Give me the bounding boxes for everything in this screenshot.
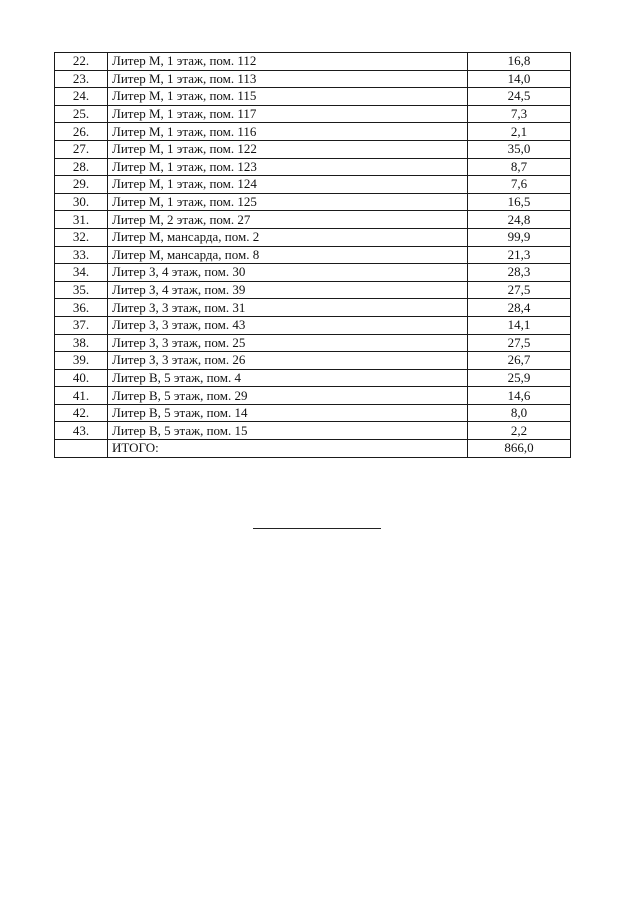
table-row — [55, 228, 571, 246]
room-description: Литер М, 1 этаж, пом. 116 — [108, 123, 468, 141]
row-number: 34. — [55, 264, 108, 282]
table-row — [55, 404, 571, 422]
table-row — [55, 352, 571, 370]
room-area: 7,3 — [468, 105, 571, 123]
row-number: 29. — [55, 176, 108, 194]
room-description: Литер В, 5 этаж, пом. 15 — [108, 422, 468, 440]
row-number: 38. — [55, 334, 108, 352]
room-description: Литер М, 2 этаж, пом. 27 — [108, 211, 468, 229]
row-number: 31. — [55, 211, 108, 229]
room-area: 8,7 — [468, 158, 571, 176]
table-row — [55, 334, 571, 352]
room-description: Литер М, 1 этаж, пом. 117 — [108, 105, 468, 123]
row-number: 27. — [55, 140, 108, 158]
room-area: 14,6 — [468, 387, 571, 405]
room-description: Литер М, мансарда, пом. 8 — [108, 246, 468, 264]
row-number: 24. — [55, 88, 108, 106]
row-number: 30. — [55, 193, 108, 211]
closing-rule-divider — [253, 528, 381, 529]
table-row — [55, 281, 571, 299]
room-description: Литер В, 5 этаж, пом. 14 — [108, 404, 468, 422]
room-area: 16,5 — [468, 193, 571, 211]
row-number: 42. — [55, 404, 108, 422]
table-row — [55, 299, 571, 317]
table-row — [55, 70, 571, 88]
room-area: 2,1 — [468, 123, 571, 141]
room-description: Литер М, мансарда, пом. 2 — [108, 228, 468, 246]
room-area: 27,5 — [468, 334, 571, 352]
room-description: Литер В, 5 этаж, пом. 4 — [108, 369, 468, 387]
row-number: 28. — [55, 158, 108, 176]
room-area: 99,9 — [468, 228, 571, 246]
row-number: 26. — [55, 123, 108, 141]
room-area: 28,4 — [468, 299, 571, 317]
row-number: 40. — [55, 369, 108, 387]
table-row — [55, 105, 571, 123]
row-number: 32. — [55, 228, 108, 246]
table-row — [55, 193, 571, 211]
table-row — [55, 140, 571, 158]
row-number: 41. — [55, 387, 108, 405]
table-row — [55, 211, 571, 229]
table-row — [55, 123, 571, 141]
room-description: Литер З, 4 этаж, пом. 39 — [108, 281, 468, 299]
room-area: 28,3 — [468, 264, 571, 282]
room-area: 8,0 — [468, 404, 571, 422]
room-area: 2,2 — [468, 422, 571, 440]
room-description: Литер З, 3 этаж, пом. 43 — [108, 316, 468, 334]
room-description: Литер М, 1 этаж, пом. 115 — [108, 88, 468, 106]
room-description: Литер М, 1 этаж, пом. 113 — [108, 70, 468, 88]
total-number-cell — [55, 440, 108, 458]
room-description: Литер М, 1 этаж, пом. 122 — [108, 140, 468, 158]
row-number: 33. — [55, 246, 108, 264]
room-area: 35,0 — [468, 140, 571, 158]
room-description: Литер М, 1 этаж, пом. 125 — [108, 193, 468, 211]
room-area: 16,8 — [468, 53, 571, 71]
row-number: 37. — [55, 316, 108, 334]
room-area: 25,9 — [468, 369, 571, 387]
room-area: 14,0 — [468, 70, 571, 88]
room-description: Литер З, 3 этаж, пом. 31 — [108, 299, 468, 317]
row-number: 39. — [55, 352, 108, 370]
room-description: Литер М, 1 этаж, пом. 124 — [108, 176, 468, 194]
table-row — [55, 369, 571, 387]
room-description: Литер З, 3 этаж, пом. 26 — [108, 352, 468, 370]
row-number: 36. — [55, 299, 108, 317]
table-row — [55, 422, 571, 440]
row-number: 25. — [55, 105, 108, 123]
table-row — [55, 264, 571, 282]
total-label: ИТОГО: — [108, 440, 468, 458]
room-area: 7,6 — [468, 176, 571, 194]
row-number: 43. — [55, 422, 108, 440]
total-row — [55, 440, 571, 458]
table-row — [55, 246, 571, 264]
table-row — [55, 387, 571, 405]
table-body — [55, 53, 571, 440]
room-area: 24,5 — [468, 88, 571, 106]
room-area: 21,3 — [468, 246, 571, 264]
row-number: 22. — [55, 53, 108, 71]
total-area: 866,0 — [468, 440, 571, 458]
table-row — [55, 53, 571, 71]
premises-table — [54, 52, 571, 458]
room-description: Литер М, 1 этаж, пом. 112 — [108, 53, 468, 71]
room-description: Литер З, 4 этаж, пом. 30 — [108, 264, 468, 282]
room-area: 24,8 — [468, 211, 571, 229]
table-row — [55, 158, 571, 176]
room-description: Литер З, 3 этаж, пом. 25 — [108, 334, 468, 352]
row-number: 35. — [55, 281, 108, 299]
room-description: Литер М, 1 этаж, пом. 123 — [108, 158, 468, 176]
table-row — [55, 88, 571, 106]
table-row — [55, 316, 571, 334]
room-area: 14,1 — [468, 316, 571, 334]
table-row — [55, 176, 571, 194]
room-area: 26,7 — [468, 352, 571, 370]
row-number: 23. — [55, 70, 108, 88]
room-area: 27,5 — [468, 281, 571, 299]
room-description: Литер В, 5 этаж, пом. 29 — [108, 387, 468, 405]
